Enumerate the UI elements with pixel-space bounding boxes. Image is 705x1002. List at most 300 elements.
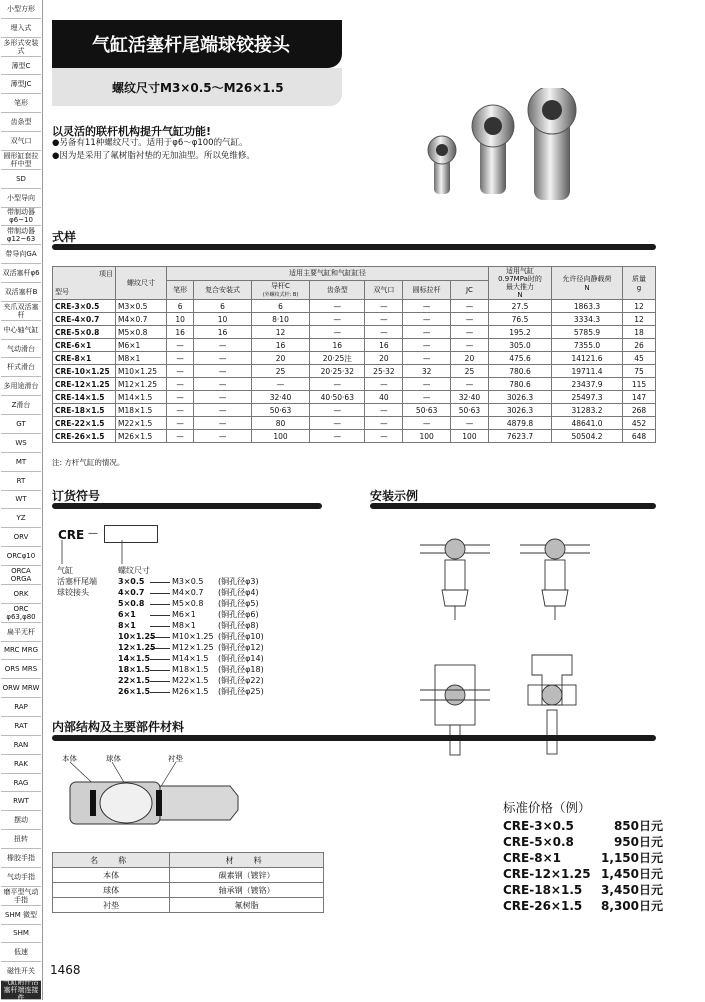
header-col-note: (外螺纹式杆: B) (262, 292, 299, 299)
sidebar-item[interactable]: SHM 微型 (1, 906, 41, 925)
price-model: CRE-3×0.5 (503, 819, 574, 833)
size-hole: (铜孔径φ10) (218, 632, 264, 641)
table-cell: 16 (194, 326, 252, 339)
part-material: 碳素钢（镀锌） (170, 868, 324, 883)
table-cell: — (310, 404, 365, 417)
rod-end-large (528, 88, 576, 200)
sidebar-item[interactable]: 杆式滑台 (1, 358, 41, 377)
table-cell: 45 (623, 352, 656, 365)
sidebar-item[interactable]: SD (1, 170, 41, 189)
table-row (53, 378, 656, 391)
mat-header-material: 材 料 (170, 853, 324, 868)
header-col-label: JC (465, 285, 473, 294)
table-cell: M12×1.25 (116, 378, 167, 391)
part-name: 球体 (53, 883, 170, 898)
sidebar-item[interactable]: ORW MRW (1, 679, 41, 698)
sidebar-item[interactable]: 笔形 (1, 94, 41, 113)
table-cell: 14121.6 (552, 352, 623, 365)
leader-line (150, 686, 170, 693)
table-cell: 6 (194, 300, 252, 313)
header-cylinder-col (403, 280, 450, 299)
sidebar-item[interactable]: 多用途滑台 (1, 377, 41, 396)
header-cylinder-col (167, 280, 194, 299)
table-cell: — (194, 391, 252, 404)
sidebar-item[interactable]: MRC MRG (1, 642, 41, 661)
table-cell: — (310, 326, 365, 339)
order-size-label: 螺纹尺寸 (118, 566, 150, 575)
sidebar-item[interactable]: WT (1, 491, 41, 510)
table-cell: 20 (450, 352, 488, 365)
table-cell: M4×0.7 (116, 313, 167, 326)
table-cell: 5785.9 (552, 326, 623, 339)
page-title: 气缸活塞杆尾端球铰接头 (52, 20, 342, 68)
table-row (53, 868, 324, 883)
sidebar-item[interactable]: 扁平无杆 (1, 623, 41, 642)
sidebar-item[interactable]: ORC φ63,φ80 (1, 604, 41, 623)
sidebar-item[interactable]: 夹爪双活塞杆 (1, 302, 41, 321)
header-col-label: 双气口 (373, 285, 395, 294)
table-cell: 12 (623, 313, 656, 326)
install-example-2 (520, 539, 590, 620)
price-row (503, 866, 663, 882)
sidebar-item[interactable]: ORV (1, 528, 41, 547)
table-cell: 115 (623, 378, 656, 391)
table-cell: — (167, 352, 194, 365)
table-cell: 648 (623, 430, 656, 443)
model-cell: CRE-4×0.7 (53, 313, 116, 326)
header-cylinder-col (365, 280, 403, 299)
price-value: 1,450日元 (601, 867, 663, 881)
sidebar-item[interactable]: YZ (1, 509, 41, 528)
table-cell: 7355.0 (552, 339, 623, 352)
header-col-label: 导杆C (271, 282, 290, 291)
price-model: CRE-5×0.8 (503, 835, 574, 849)
model-cell: CRE-22×1.5 (53, 417, 116, 430)
sidebar-item[interactable]: 橡胶手指 (1, 849, 41, 868)
table-cell: 780.6 (489, 365, 552, 378)
model-cell: CRE-6×1 (53, 339, 116, 352)
header-cylinder-col (251, 280, 309, 299)
sidebar-item[interactable]: 带导向GA (1, 245, 41, 264)
table-row (53, 417, 656, 430)
table-cell: M14×1.5 (116, 391, 167, 404)
model-cell: CRE-5×0.8 (53, 326, 116, 339)
leader-line (150, 631, 170, 638)
size-thread: M26×1.5 (172, 687, 209, 696)
table-cell: M8×1 (116, 352, 167, 365)
sidebar-item[interactable]: 多形式安装式 (1, 38, 41, 57)
table-cell: — (251, 378, 309, 391)
sidebar-item[interactable]: 带制动器φ6~10 (1, 208, 41, 227)
sidebar-item[interactable]: WS (1, 434, 41, 453)
install-example-1 (420, 539, 490, 620)
table-row (53, 391, 656, 404)
price-value: 3,450日元 (601, 883, 663, 897)
leader-line (150, 576, 170, 583)
table-cell: — (450, 326, 488, 339)
table-cell: 50504.2 (552, 430, 623, 443)
table-cell: — (403, 300, 450, 313)
page-subtitle: 螺纹尺寸M3×0.5～M26×1.5 (52, 68, 342, 106)
sidebar-item[interactable]: 双活塞杆B (1, 283, 41, 302)
sidebar-item[interactable]: ORK (1, 585, 41, 604)
header-cylinder-col (310, 280, 365, 299)
header-col-label: 笔形 (173, 285, 188, 294)
order-size-row (118, 587, 264, 598)
table-cell: 780.6 (489, 378, 552, 391)
product-photo (418, 88, 588, 213)
size-thread: M22×1.5 (172, 676, 209, 685)
size-code: 10×1.25 (118, 632, 156, 641)
sidebar-item[interactable]: 扭转 (1, 830, 41, 849)
leader-line (150, 620, 170, 627)
structure-drawing (60, 762, 260, 832)
header-cylinder-col (194, 280, 252, 299)
spec-table (52, 266, 656, 443)
callout-body: 本体 (62, 754, 77, 763)
order-size-row (118, 686, 264, 697)
table-cell: 6 (167, 300, 194, 313)
table-cell: — (403, 391, 450, 404)
table-cell: 100 (251, 430, 309, 443)
sidebar-item[interactable]: RAK (1, 755, 41, 774)
table-cell: — (167, 365, 194, 378)
part-material: 轴承钢（镀铬） (170, 883, 324, 898)
header-static-load (552, 267, 623, 300)
table-cell: 20 (365, 352, 403, 365)
table-cell: — (167, 339, 194, 352)
feature-item: ●另备有11种螺纹尺寸。适用于φ6～φ100的气缸。 (52, 138, 248, 148)
table-cell: 20 (251, 352, 309, 365)
table-cell: 19711.4 (552, 365, 623, 378)
size-hole: (铜孔径φ3) (218, 577, 259, 586)
table-cell: 18 (623, 326, 656, 339)
table-cell: — (365, 404, 403, 417)
table-cell: 40·50·63 (310, 391, 365, 404)
order-size-row (118, 609, 264, 620)
sidebar-item[interactable]: 气缸附件活塞杆端连接件 (1, 981, 41, 1000)
order-dash: — (88, 528, 98, 539)
sidebar-item[interactable]: 低速 (1, 943, 41, 962)
sidebar-item[interactable]: ORCφ10 (1, 547, 41, 566)
size-hole: (铜孔径φ18) (218, 665, 264, 674)
sidebar-item[interactable]: SHM (1, 925, 41, 944)
header-force (489, 267, 552, 300)
table-cell: — (167, 417, 194, 430)
order-desc-line: 活塞杆尾端 (57, 577, 97, 586)
table-cell: — (450, 378, 488, 391)
table-cell: 4879.8 (489, 417, 552, 430)
sidebar-item[interactable]: ORCA ORGA (1, 566, 41, 585)
table-cell: 3026.3 (489, 404, 552, 417)
table-cell: M26×1.5 (116, 430, 167, 443)
price-row (503, 818, 663, 834)
table-cell: 25 (450, 365, 488, 378)
sidebar-item[interactable]: RWT (1, 792, 41, 811)
section-divider (370, 503, 656, 509)
table-cell: 12 (251, 326, 309, 339)
table-row (53, 898, 324, 913)
table-cell: 147 (623, 391, 656, 404)
price-row (503, 898, 663, 914)
size-thread: M14×1.5 (172, 654, 209, 663)
table-row (53, 883, 324, 898)
mass-label: 质量 (632, 275, 646, 283)
order-size-row (118, 631, 264, 642)
table-cell: — (365, 300, 403, 313)
table-row (53, 326, 656, 339)
price-value: 1,150日元 (601, 851, 663, 865)
sidebar-item[interactable]: Z滑台 (1, 396, 41, 415)
feature-headline: 以灵活的联杆机构提升气缸功能! (52, 125, 212, 138)
table-cell: — (194, 404, 252, 417)
order-code: CRE (58, 528, 85, 542)
static-unit: N (584, 284, 590, 292)
table-row (53, 339, 656, 352)
sidebar-item[interactable]: RAN (1, 736, 41, 755)
table-cell: 31283.2 (552, 404, 623, 417)
table-row (53, 313, 656, 326)
table-cell: 305.0 (489, 339, 552, 352)
price-value: 8,300日元 (601, 899, 663, 913)
table-cell: 50·63 (251, 404, 309, 417)
model-cell: CRE-18×1.5 (53, 404, 116, 417)
table-cell: — (194, 365, 252, 378)
header-thread: 螺纹尺寸 (116, 267, 167, 300)
sidebar-item[interactable]: 薄型JC (1, 75, 41, 94)
sidebar-item[interactable]: GT (1, 415, 41, 434)
header-col-label: 圆标拉杆 (412, 285, 441, 294)
table-cell: 25 (251, 365, 309, 378)
table-cell: — (310, 313, 365, 326)
table-cell: — (403, 339, 450, 352)
table-cell: — (450, 300, 488, 313)
size-hole: (铜孔径φ4) (218, 588, 259, 597)
model-cell: CRE-12×1.25 (53, 378, 116, 391)
size-code: 8×1 (118, 621, 136, 630)
order-section-title: 订货符号 (52, 489, 101, 503)
sidebar-item[interactable]: ORS MRS (1, 660, 41, 679)
order-size-row (118, 642, 264, 653)
order-desc-line: 气缸 (57, 566, 73, 575)
table-cell: — (310, 378, 365, 391)
static-label: 允许径向静载荷 (562, 275, 612, 283)
header-item-model (53, 267, 116, 300)
table-cell: — (403, 417, 450, 430)
table-cell: 16 (167, 326, 194, 339)
model-cell: CRE-14×1.5 (53, 391, 116, 404)
price-row (503, 850, 663, 866)
table-row (53, 352, 656, 365)
force-unit: N (517, 291, 523, 299)
sidebar-item[interactable]: 带制动器φ12~63 (1, 226, 41, 245)
material-table (52, 852, 324, 913)
sidebar-item[interactable]: MT (1, 453, 41, 472)
section-divider (52, 735, 656, 741)
table-cell: — (194, 378, 252, 391)
table-cell: 32 (403, 365, 450, 378)
size-thread: M10×1.25 (172, 632, 214, 641)
table-cell: — (167, 430, 194, 443)
order-size-row (118, 620, 264, 631)
order-desc (57, 565, 97, 598)
table-cell: 6 (251, 300, 309, 313)
rod-end-medium (472, 105, 514, 194)
callout-ball: 球体 (106, 754, 121, 763)
sidebar-item[interactable]: 磨平型气动手指 (1, 887, 41, 906)
table-cell: 12 (623, 300, 656, 313)
table-cell: 20·25注 (310, 352, 365, 365)
table-cell: 32·40 (450, 391, 488, 404)
table-cell: 475.6 (489, 352, 552, 365)
sidebar-item[interactable]: 摆动 (1, 811, 41, 830)
install-section-title: 安装示例 (370, 489, 419, 503)
size-code: 4×0.7 (118, 588, 145, 597)
order-size-list (118, 576, 264, 697)
leader-line (150, 642, 170, 649)
model-cell: CRE-26×1.5 (53, 430, 116, 443)
table-cell: 23437.9 (552, 378, 623, 391)
price-value: 950日元 (613, 835, 663, 849)
table-cell: M3×0.5 (116, 300, 167, 313)
table-cell: M6×1 (116, 339, 167, 352)
price-model: CRE-18×1.5 (503, 883, 583, 897)
table-cell: 452 (623, 417, 656, 430)
sidebar-item[interactable]: RAT (1, 717, 41, 736)
table-cell: M18×1.5 (116, 404, 167, 417)
table-cell: 32·40 (251, 391, 309, 404)
price-model: CRE-26×1.5 (503, 899, 583, 913)
table-cell: 48641.0 (552, 417, 623, 430)
sidebar-item[interactable]: RAG (1, 774, 41, 793)
sidebar-item[interactable]: 磁性开关 (1, 962, 41, 981)
table-cell: M22×1.5 (116, 417, 167, 430)
header-cylinder-col (450, 280, 488, 299)
table-cell: 40 (365, 391, 403, 404)
table-cell: 268 (623, 404, 656, 417)
table-cell: — (167, 378, 194, 391)
size-code: 6×1 (118, 610, 136, 619)
section-divider (52, 503, 322, 509)
size-hole: (铜孔径φ14) (218, 654, 264, 663)
size-hole: (铜孔径φ12) (218, 643, 264, 652)
table-cell: — (310, 417, 365, 430)
size-hole: (铜孔径φ5) (218, 599, 259, 608)
table-cell: 16 (310, 339, 365, 352)
table-cell: — (194, 352, 252, 365)
table-row (53, 365, 656, 378)
table-cell: — (365, 417, 403, 430)
size-thread: M3×0.5 (172, 577, 204, 586)
table-cell: 80 (251, 417, 309, 430)
table-cell: — (194, 430, 252, 443)
table-cell: 16 (365, 339, 403, 352)
table-cell: — (167, 391, 194, 404)
model-cell: CRE-8×1 (53, 352, 116, 365)
order-size-row (118, 653, 264, 664)
table-cell: 3026.3 (489, 391, 552, 404)
feature-item: ●因为是采用了氟树脂衬垫的无加油型。所以免维修。 (52, 151, 255, 161)
table-cell: 25·32 (365, 365, 403, 378)
sidebar-item[interactable]: 埋入式 (1, 19, 41, 38)
page-number: 1468 (50, 963, 81, 977)
sidebar-item[interactable]: 双气口 (1, 132, 41, 151)
spec-section-title: 式样 (52, 230, 77, 244)
order-desc-line: 球铰接头 (57, 588, 89, 597)
mass-unit: g (636, 284, 642, 292)
price-row (503, 882, 663, 898)
price-value: 850日元 (613, 819, 663, 833)
price-model: CRE-12×1.25 (503, 867, 591, 881)
table-cell: 3334.3 (552, 313, 623, 326)
header-item: 项目 (99, 270, 113, 278)
size-thread: M5×0.8 (172, 599, 204, 608)
force-line: 最大推力 (506, 283, 534, 291)
size-hole: (铜孔径φ22) (218, 676, 264, 685)
table-cell: 50·63 (403, 404, 450, 417)
price-row (503, 834, 663, 850)
leader-line (150, 598, 170, 605)
leader-line (150, 653, 170, 660)
sidebar-item[interactable]: 齿条型 (1, 113, 41, 132)
header-col-label: 复合安装式 (205, 285, 241, 294)
table-cell: 25497.3 (552, 391, 623, 404)
order-size-row (118, 664, 264, 675)
table-cell: 10 (194, 313, 252, 326)
size-hole: (铜孔径φ8) (218, 621, 259, 630)
size-thread: M8×1 (172, 621, 196, 630)
table-cell: 7623.7 (489, 430, 552, 443)
table-cell: 100 (450, 430, 488, 443)
size-thread: M6×1 (172, 610, 196, 619)
order-size-row (118, 576, 264, 587)
sidebar-item[interactable]: 中心轴气缸 (1, 321, 41, 340)
order-size-row (118, 675, 264, 686)
sidebar-item[interactable]: RT (1, 472, 41, 491)
table-cell: 16 (251, 339, 309, 352)
sidebar-item[interactable]: 圆形缸套拉杆中型 (1, 151, 41, 170)
table-cell: M10×1.25 (116, 365, 167, 378)
sidebar-item[interactable]: 小型方形 (1, 0, 41, 19)
sidebar-item[interactable]: RAP (1, 698, 41, 717)
sidebar (0, 0, 43, 1000)
table-cell: 50·63 (450, 404, 488, 417)
header-group: 适用主要气缸和气缸缸径 (167, 267, 489, 281)
mat-header-name: 名 称 (53, 853, 170, 868)
table-cell: — (167, 404, 194, 417)
install-diagrams (420, 520, 635, 760)
size-code: 12×1.25 (118, 643, 156, 652)
table-cell: — (310, 430, 365, 443)
sidebar-item[interactable]: 气动滑台 (1, 340, 41, 359)
size-code: 26×1.5 (118, 687, 151, 696)
leader-line (150, 675, 170, 682)
table-cell: — (194, 339, 252, 352)
part-material: 氟树脂 (170, 898, 324, 913)
table-cell: 195.2 (489, 326, 552, 339)
callout-liner: 衬垫 (168, 754, 183, 763)
sidebar-item[interactable]: 气动手指 (1, 868, 41, 887)
sidebar-item[interactable]: 小型导向 (1, 189, 41, 208)
table-cell: — (403, 378, 450, 391)
size-code: 22×1.5 (118, 676, 151, 685)
size-code: 3×0.5 (118, 577, 145, 586)
sidebar-item[interactable]: 双活塞杆φ6 (1, 264, 41, 283)
sidebar-item[interactable]: 薄型C (1, 57, 41, 76)
size-hole: (铜孔径φ25) (218, 687, 264, 696)
table-row (53, 430, 656, 443)
price-model: CRE-8×1 (503, 851, 561, 865)
